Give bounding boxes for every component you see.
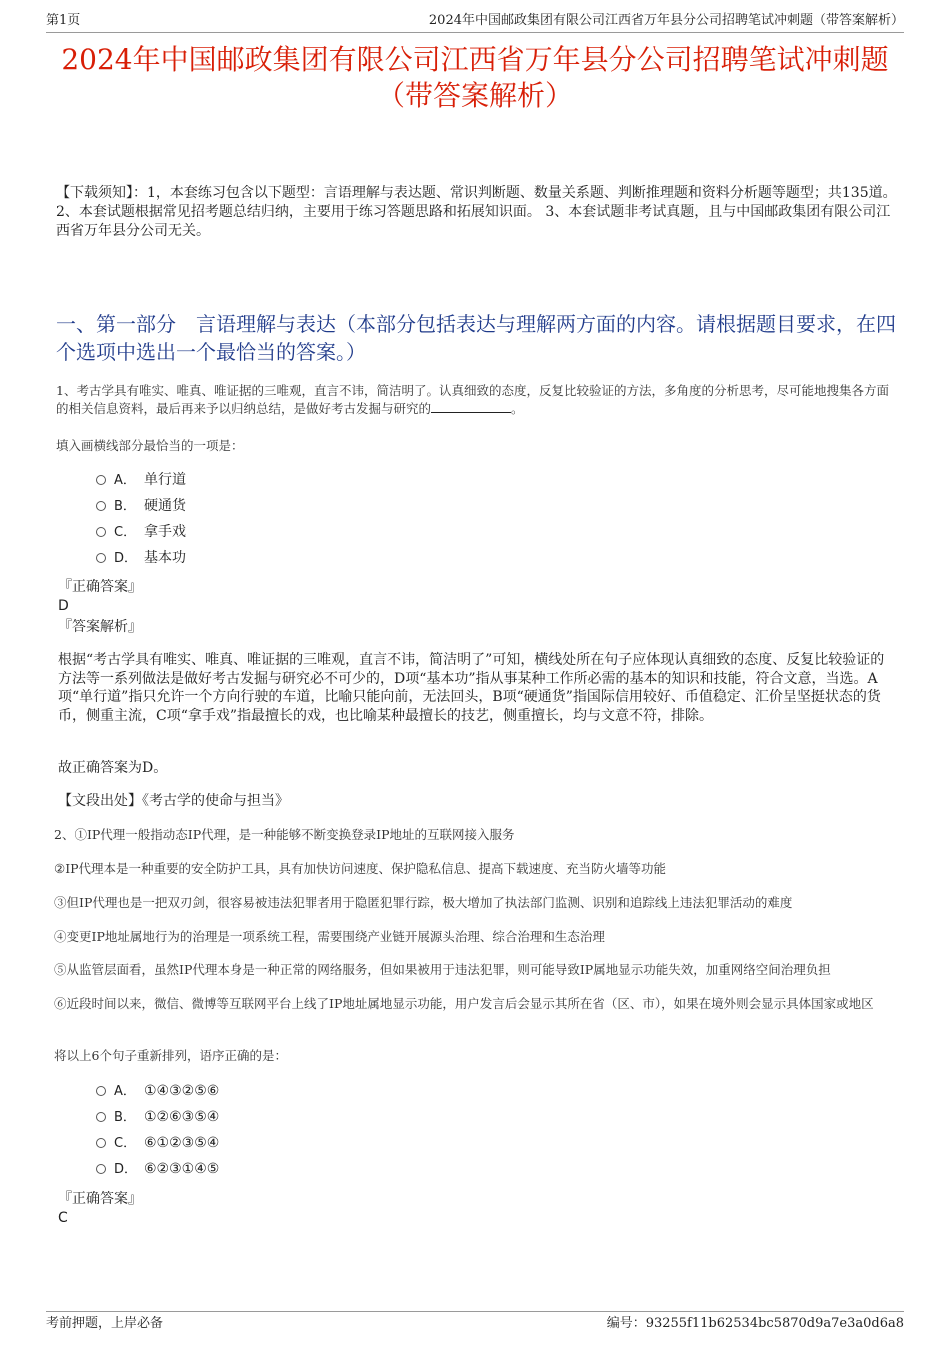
option-letter: A．	[114, 473, 136, 488]
page-number: 第1页	[46, 13, 81, 28]
option-text: ①②⑥③⑤④	[144, 1109, 220, 1125]
page-title: 2024年中国邮政集团有限公司江西省万年县分公司招聘笔试冲刺题（带答案解析）	[61, 43, 889, 112]
radio-icon[interactable]	[96, 1112, 106, 1122]
option-text: ⑥②③①④⑤	[144, 1161, 220, 1177]
option-letter: B．	[114, 1110, 136, 1125]
q2-line-3: ③但IP代理也是一把双刃剑，很容易被违法犯罪者用于隐匿犯罪行踪，极大增加了执法部门监测、识别和追踪线上违法犯罪活动的难度	[54, 895, 793, 910]
option-letter: C．	[114, 525, 137, 540]
question-2-options	[96, 1078, 219, 1182]
radio-icon[interactable]	[96, 1138, 106, 1148]
conclusion-text: 故正确答案为D。	[58, 760, 168, 776]
q2-line-2: ②IP代理本是一种重要的安全防护工具，具有加快访问速度、保护隐私信息、提高下载速度、充当防火墙等功能	[54, 861, 667, 876]
fill-blank	[431, 400, 511, 413]
question-1-text-end: 。	[511, 401, 524, 416]
option-c[interactable]	[96, 1130, 219, 1156]
section-heading: 一、第一部分 言语理解与表达（本部分包括表达与理解两方面的内容。请根据题目要求，在四个选项中选出一个最恰当的答案。）	[56, 312, 896, 364]
option-letter: C．	[114, 1136, 137, 1151]
answer-value: D	[58, 598, 69, 614]
option-text: 拿手戏	[144, 524, 186, 540]
radio-icon[interactable]	[96, 1164, 106, 1174]
question-1-options	[96, 467, 186, 571]
page-header	[46, 10, 904, 33]
option-text: ⑥①②③⑤④	[144, 1135, 220, 1151]
option-text: 单行道	[144, 472, 186, 488]
option-letter: D．	[114, 551, 138, 566]
option-c[interactable]	[96, 519, 186, 545]
footer-serial: 编号：93255f11b62534bc5870d9a7e3a0d6a8	[606, 1316, 904, 1331]
radio-icon[interactable]	[96, 501, 106, 511]
question-1-stem	[56, 382, 898, 418]
q2-line-4: ④变更IP地址属地行为的治理是一项系统工程，需要围绕产业链开展源头治理、综合治理和生态治理	[54, 929, 605, 944]
analysis-text: 根据“考古学具有唯实、唯真、唯证据的三唯观，直言不讳，简洁明了”可知，横线处所在句子应体现认真细致的态度、反复比较验证的方法等一系列做法是做好考古发掘与研究必不可少的，D项“基本功”指从事某种工作所必需的基本的知识和技能，符合文意，当选。A项“单行道”指只允许一个方向行驶的车道，比喻只能向前，无法回头，B项“硬通货”指国际信用较好、币值稳定、汇价呈坚挺状态的货币，侧重主流，C项“拿手戏”指最擅长的戏，也比喻某种最擅长的技艺，侧重擅长，均与文意不符，排除。	[58, 652, 885, 724]
option-text: 基本功	[144, 550, 186, 566]
option-b[interactable]	[96, 493, 186, 519]
radio-icon[interactable]	[96, 475, 106, 485]
q2-line-1: 2、①IP代理一般指动态IP代理，是一种能够不断变换登录IP地址的互联网接入服务	[54, 827, 515, 842]
answer-label: 『正确答案』	[58, 579, 142, 595]
page-footer	[46, 1311, 904, 1334]
radio-icon[interactable]	[96, 553, 106, 563]
option-text: 硬通货	[144, 498, 186, 514]
q2-line-6: ⑥近段时间以来，微信、微博等互联网平台上线了IP地址属地显示功能，用户发言后会显示其所在省（区、市），如果在境外则会显示具体国家或地区	[54, 996, 874, 1011]
option-letter: A．	[114, 1084, 136, 1099]
download-notice: 【下载须知】：1，本套练习包含以下题型：言语理解与表达题、常识判断题、数量关系题、判断推理题和资料分析题等题型；共135道。 2、本套试题根据常见招考题总结归纳，主要用于练习答题思路和拓展知识面。 3、本套试题非考试真题，且与中国邮政集团有限公司江西省万年县分公司无关。	[56, 185, 897, 239]
q2-line-5: ⑤从监管层面看，虽然IP代理本身是一种正常的网络服务，但如果被用于违法犯罪，则可能导致IP属地显示功能失效，加重网络空间治理负担	[54, 962, 831, 977]
option-d[interactable]	[96, 545, 186, 571]
analysis-label: 『答案解析』	[58, 619, 142, 635]
option-d[interactable]	[96, 1156, 219, 1182]
option-text: ①④③②⑤⑥	[144, 1083, 220, 1099]
answer-label-2: 『正确答案』	[58, 1191, 142, 1207]
question-1-text: 1、考古学具有唯实、唯真、唯证据的三唯观，直言不讳，简洁明了。认真细致的态度，反复比较验证的方法，多角度的分析思考，尽可能地搜集各方面的相关信息资料，最后再来予以归纳总结，是做好考古发掘与研究的	[56, 383, 889, 416]
question-1-prompt: 填入画横线部分最恰当的一项是：	[56, 438, 244, 453]
option-letter: B．	[114, 499, 136, 514]
radio-icon[interactable]	[96, 1086, 106, 1096]
option-a[interactable]	[96, 467, 186, 493]
footer-slogan: 考前押题，上岸必备	[46, 1316, 164, 1331]
option-a[interactable]	[96, 1078, 219, 1104]
radio-icon[interactable]	[96, 527, 106, 537]
source-text: 【文段出处】《考古学的使命与担当》	[58, 793, 289, 809]
answer-value-2: C	[58, 1210, 68, 1226]
option-letter: D．	[114, 1162, 138, 1177]
question-2-prompt: 将以上6个句子重新排列，语序正确的是：	[54, 1048, 287, 1063]
option-b[interactable]	[96, 1104, 219, 1130]
header-doc-title: 2024年中国邮政集团有限公司江西省万年县分公司招聘笔试冲刺题（带答案解析）	[428, 13, 904, 28]
